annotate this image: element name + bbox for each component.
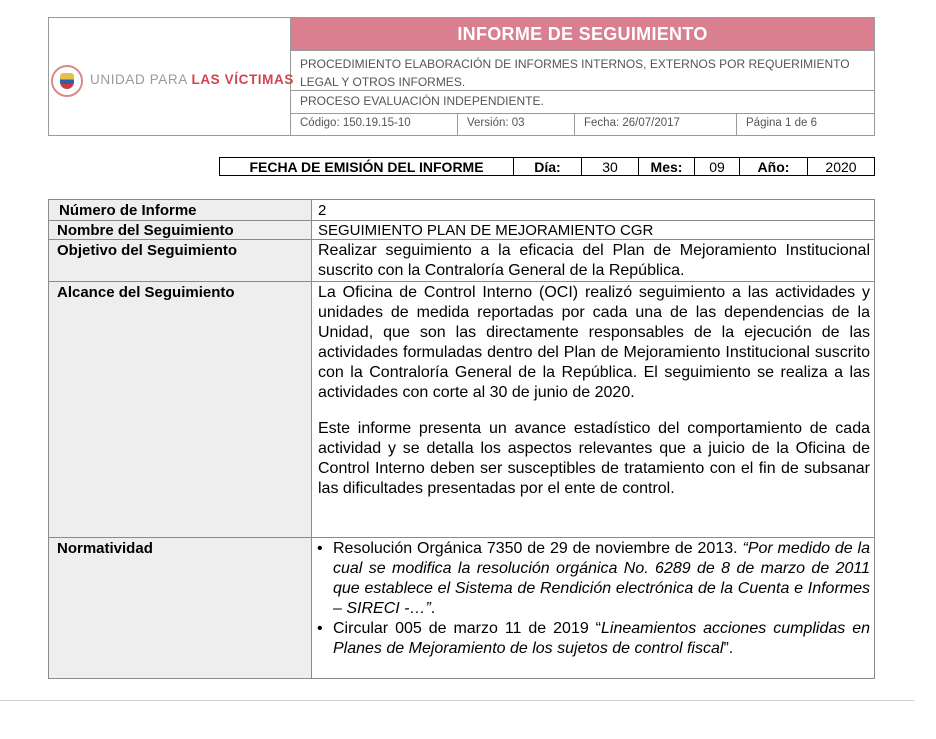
normativity-tail: . <box>430 600 436 617</box>
process-name: PROCESO EVALUACIÓN INDEPENDIENTE. <box>291 91 874 114</box>
table-row <box>49 200 874 221</box>
document-header <box>48 17 875 136</box>
day-value: 30 <box>582 158 639 175</box>
normativity-text: Resolución Orgánica 7350 de 29 de noviembre de 2013. <box>333 540 743 557</box>
normativity-text: Circular 005 de marzo 11 de 2019 “ <box>333 620 602 637</box>
report-number-label: Número de Informe <box>49 200 312 220</box>
list-item <box>317 619 870 659</box>
normativity-list <box>317 539 870 659</box>
scope-value <box>312 282 874 537</box>
emission-date-row <box>219 157 875 176</box>
page-number: Página 1 de 6 <box>746 117 817 129</box>
coat-of-arms-icon <box>51 65 83 97</box>
report-details-table <box>48 199 875 679</box>
document-code: Código: 150.19.15-10 <box>291 114 458 135</box>
document-version: Versión: 03 <box>458 114 575 135</box>
logo-text-prefix: UNIDAD PARA <box>90 72 192 87</box>
objective-label: Objetivo del Seguimiento <box>49 240 312 281</box>
bullet-icon: • <box>317 540 323 557</box>
table-row <box>49 240 874 282</box>
day-label: Día: <box>514 158 582 175</box>
normativity-italic-text: Lineamientos acciones cumplidas en Planes de Mejoramiento de los sujetos de control fiscal <box>333 620 870 657</box>
scope-paragraph: Este informe presenta un avance estadístico del comportamiento de cada actividad y se detalla los aspectos relevantes que a juicio de la Oficina de Control Interno deben ser susceptibles de tratamiento con el fin de subsanar las dificultades presentadas por el ente de control. <box>318 420 870 497</box>
table-row <box>49 282 874 538</box>
emission-date-label: FECHA DE EMISIÓN DEL INFORME <box>220 158 514 175</box>
year-value: 2020 <box>825 158 857 175</box>
table-row <box>49 221 874 240</box>
report-number-value: 2 <box>318 202 327 219</box>
list-item <box>317 539 870 619</box>
table-row <box>49 538 874 678</box>
logo-text-emphasis: LAS VÍCTIMAS <box>191 72 294 87</box>
organization-logo <box>90 72 294 87</box>
document-title: INFORME DE SEGUIMIENTO <box>291 18 874 51</box>
bullet-icon: • <box>317 620 323 637</box>
objective-value: Realizar seguimiento a la eficacia del Plan de Mejoramiento Institucional suscrito con la Contraloría General de la República. <box>318 242 870 279</box>
month-label: Mes: <box>639 158 695 175</box>
follow-up-name-value: SEGUIMIENTO PLAN DE MEJORAMIENTO CGR <box>318 222 654 239</box>
normativity-value <box>312 538 874 678</box>
normativity-label: Normatividad <box>49 538 312 678</box>
scope-label: Alcance del Seguimiento <box>49 282 312 537</box>
document-control-row <box>291 114 874 135</box>
scope-paragraph: La Oficina de Control Interno (OCI) realizó seguimiento a las actividades y unidades de medida reportadas por cada una de las dependencias de la Unidad, que son las directamente responsables de la ejecución de las actividades formuladas dentro del Plan de Mejoramiento Institucional suscrito con la Contraloría General de la República. El seguimiento se realiza a las actividades con corte al 30 de junio de 2020. <box>318 284 870 401</box>
normativity-italic-text: “Por medido de la cual se modifica la resolución orgánica No. 6289 de 8 de marzo de 2011 que establece el Sistema de Rendición electrónica de la Cuenta e Informes – SIRECI -…” <box>333 540 871 617</box>
document-date: Fecha: 26/07/2017 <box>575 114 737 135</box>
procedure-name: PROCEDIMIENTO ELABORACIÓN DE INFORMES INTERNOS, EXTERNOS POR REQUERIMIENTO LEGAL Y OTROS INFORMES. <box>291 51 874 91</box>
logo-cell <box>49 18 294 135</box>
shield-icon <box>60 73 74 89</box>
year-label: Año: <box>740 158 808 175</box>
follow-up-name-label: Nombre del Seguimiento <box>49 221 312 239</box>
page-divider <box>0 700 914 701</box>
normativity-tail: ”. <box>723 640 734 657</box>
month-value: 09 <box>695 158 740 175</box>
